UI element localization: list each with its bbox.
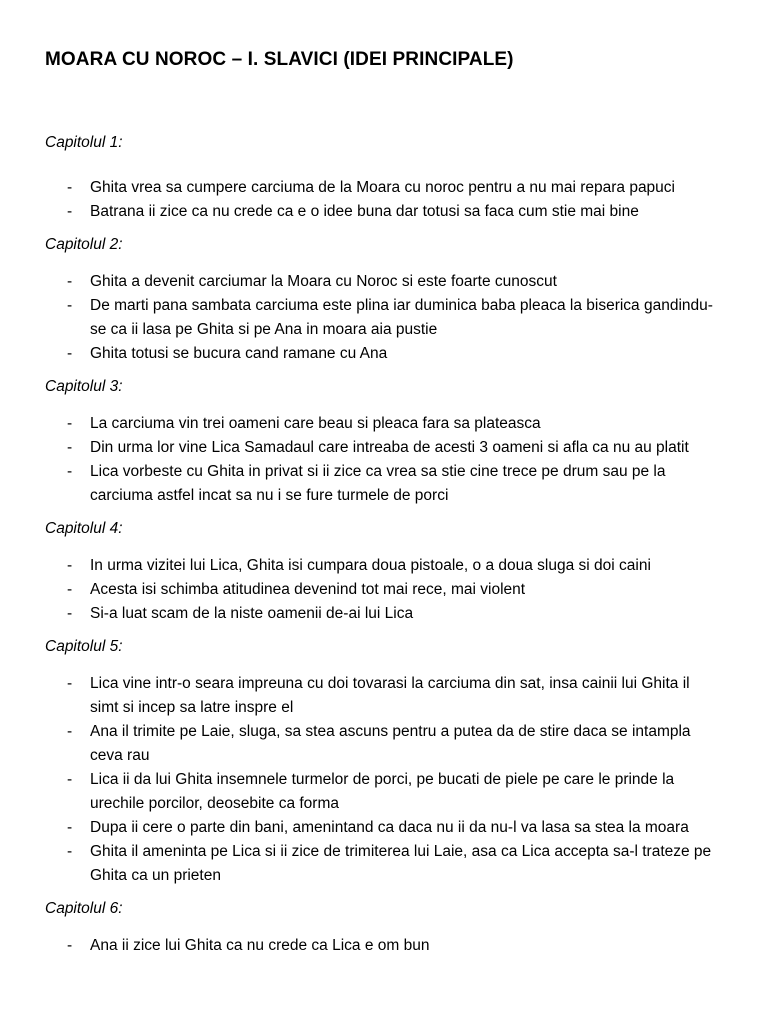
bullet-dash: - xyxy=(67,605,73,622)
bullet-item xyxy=(0,602,720,626)
chapter-heading: Capitolul 1: xyxy=(45,134,123,151)
bullet-text: Lica vorbeste cu Ghita in privat si ii zice ca vrea sa stie cine trece pe drum sau pe la carciuma astfel incat sa nu i se fure turmele de porci xyxy=(90,463,666,504)
bullet-text: In urma vizitei lui Lica, Ghita isi cumpara doua pistoale, o a doua sluga si doi caini xyxy=(90,557,651,574)
bullet-dash: - xyxy=(67,723,73,740)
chapter-heading: Capitolul 6: xyxy=(45,900,123,917)
bullet-text: Lica ii da lui Ghita insemnele turmelor de porci, pe bucati de piele pe care le prinde la urechile porcilor, deosebite ca forma xyxy=(90,771,675,812)
bullet-dash: - xyxy=(67,463,73,480)
bullet-text: De marti pana sambata carciuma este plina iar duminica baba pleaca la biserica gandindu-se ca ii lasa pe Ghita si pe Ana in moara aia pustie xyxy=(90,297,713,338)
bullet-text: Acesta isi schimba atitudinea devenind tot mai rece, mai violent xyxy=(90,581,526,598)
bullet-text: Din urma lor vine Lica Samadaul care intreaba de acesti 3 oameni si afla ca nu au platit xyxy=(90,439,689,456)
bullet-dash: - xyxy=(67,273,73,290)
bullet-list xyxy=(0,672,768,888)
bullet-item xyxy=(0,672,720,720)
bullet-dash: - xyxy=(67,937,73,954)
bullet-list xyxy=(0,270,768,366)
bullet-dash: - xyxy=(67,415,73,432)
bullet-text: Ghita totusi se bucura cand ramane cu Ana xyxy=(90,345,388,362)
bullet-item xyxy=(0,176,720,200)
bullet-list xyxy=(0,554,768,626)
bullet-text: Ana ii zice lui Ghita ca nu crede ca Lica e om bun xyxy=(90,937,430,954)
chapter-6 xyxy=(0,897,768,958)
chapter-heading: Capitolul 2: xyxy=(45,236,123,253)
bullet-text: Ghita a devenit carciumar la Moara cu Noroc si este foarte cunoscut xyxy=(90,273,557,290)
chapter-heading: Capitolul 4: xyxy=(45,520,123,537)
bullet-item xyxy=(0,412,720,436)
bullet-item xyxy=(0,294,720,342)
chapter-1 xyxy=(0,131,768,224)
bullet-dash: - xyxy=(67,179,73,196)
bullet-item xyxy=(0,840,720,888)
bullet-text: Lica vine intr-o seara impreuna cu doi tovarasi la carciuma din sat, insa cainii lui Ghita il simt si incep sa latre inspre el xyxy=(90,675,690,716)
bullet-item xyxy=(0,554,720,578)
bullet-dash: - xyxy=(67,675,73,692)
bullet-text: Ghita il ameninta pe Lica si ii zice de trimiterea lui Laie, asa ca Lica accepta sa-l trateze pe Ghita ca un prieten xyxy=(90,843,712,884)
bullet-item xyxy=(0,934,720,958)
chapter-2 xyxy=(0,233,768,366)
bullet-dash: - xyxy=(67,771,73,788)
bullet-dash: - xyxy=(67,557,73,574)
bullet-dash: - xyxy=(67,345,73,362)
bullet-item xyxy=(0,436,720,460)
chapter-3 xyxy=(0,375,768,508)
bullet-list xyxy=(0,934,768,958)
bullet-dash: - xyxy=(67,297,73,314)
bullet-text: Si-a luat scam de la niste oamenii de-ai lui Lica xyxy=(90,605,414,622)
bullet-item xyxy=(0,816,720,840)
bullet-item xyxy=(0,578,720,602)
bullet-dash: - xyxy=(67,439,73,456)
bullet-text: Batrana ii zice ca nu crede ca e o idee buna dar totusi sa faca cum stie mai bine xyxy=(90,203,639,220)
bullet-item xyxy=(0,460,720,508)
bullet-item xyxy=(0,720,720,768)
bullet-dash: - xyxy=(67,843,73,860)
bullet-item xyxy=(0,342,720,366)
bullet-item xyxy=(0,768,720,816)
chapter-4 xyxy=(0,517,768,626)
bullet-list xyxy=(0,176,768,224)
chapter-5 xyxy=(0,635,768,888)
bullet-text: Ana il trimite pe Laie, sluga, sa stea ascuns pentru a putea da de stire daca se intampla ceva rau xyxy=(90,723,691,764)
document-title: MOARA CU NOROC – I. SLAVICI (IDEI PRINCIPALE) xyxy=(45,49,514,70)
chapters-container xyxy=(0,131,768,967)
bullet-dash: - xyxy=(67,203,73,220)
chapter-heading: Capitolul 5: xyxy=(45,638,123,655)
bullet-item xyxy=(0,200,720,224)
bullet-item xyxy=(0,270,720,294)
bullet-text: Ghita vrea sa cumpere carciuma de la Moara cu noroc pentru a nu mai repara papuci xyxy=(90,179,675,196)
chapter-heading: Capitolul 3: xyxy=(45,378,123,395)
bullet-text: Dupa ii cere o parte din bani, amenintand ca daca nu ii da nu-l va lasa sa stea la moara xyxy=(90,819,689,836)
bullet-text: La carciuma vin trei oameni care beau si pleaca fara sa plateasca xyxy=(90,415,541,432)
bullet-list xyxy=(0,412,768,508)
bullet-dash: - xyxy=(67,819,73,836)
bullet-dash: - xyxy=(67,581,73,598)
